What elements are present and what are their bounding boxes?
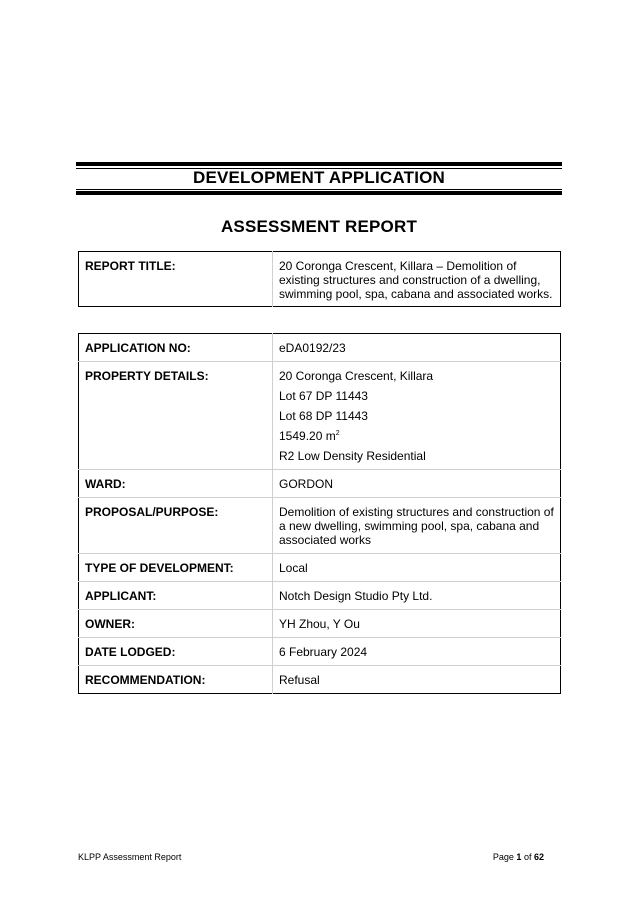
- owner-value: YH Zhou, Y Ou: [273, 610, 561, 638]
- application-no-value: eDA0192/23: [279, 341, 346, 355]
- proposal-value: Demolition of existing structures and construction of a new dwelling, swimming pool, spa, cabana and associated works: [273, 498, 561, 554]
- table-row: [79, 334, 561, 362]
- footer-report-name: KLPP Assessment Report: [78, 852, 182, 862]
- page-current: 1: [516, 852, 522, 862]
- property-lot-2: Lot 68 DP 11443: [279, 409, 368, 423]
- recommendation-value: Refusal: [273, 666, 561, 694]
- title-rule-bottom-thick: [76, 191, 562, 195]
- document-subtitle: ASSESSMENT REPORT: [220, 217, 418, 236]
- applicant-value: Notch Design Studio Pty Ltd.: [273, 582, 561, 610]
- title-rule-bottom-thin: [76, 189, 562, 190]
- application-details-table: [78, 333, 561, 694]
- report-title-label: REPORT TITLE:: [79, 252, 273, 307]
- property-lot-1: Lot 67 DP 11443: [279, 389, 368, 403]
- property-area-unit-superscript: 2: [335, 430, 340, 437]
- table-row: [79, 666, 561, 694]
- date-lodged-value: 6 February 2024: [273, 638, 561, 666]
- property-area-value: 1549.20 m: [279, 429, 336, 443]
- property-details-value: [273, 362, 561, 470]
- page-total: 62: [533, 852, 544, 862]
- property-address: 20 Coronga Crescent, Killara: [279, 369, 434, 383]
- table-row: [79, 470, 561, 498]
- report-title-table: [78, 251, 561, 307]
- report-title-value: 20 Coronga Crescent, Killara – Demolition of existing structures and construction of a dwelling, swimming pool, spa, cabana and associated works.: [279, 259, 553, 301]
- table-row: [79, 638, 561, 666]
- ward-value: GORDON: [273, 470, 561, 498]
- date-lodged-label: DATE LODGED:: [79, 638, 273, 666]
- title-rule-top-thick: [76, 162, 562, 166]
- proposal-label: PROPOSAL/PURPOSE:: [79, 498, 273, 554]
- application-no-label: APPLICATION NO:: [79, 334, 273, 362]
- owner-label: OWNER:: [79, 610, 273, 638]
- table-row: [79, 610, 561, 638]
- property-zoning: R2 Low Density Residential: [279, 449, 426, 463]
- recommendation-label: RECOMMENDATION:: [79, 666, 273, 694]
- page-of: of: [523, 852, 532, 862]
- type-of-development-label: TYPE OF DEVELOPMENT:: [79, 554, 273, 582]
- footer-page-number: [493, 852, 544, 862]
- page-prefix: Page: [492, 852, 514, 862]
- table-row: [79, 252, 561, 307]
- document-title: DEVELOPMENT APPLICATION: [192, 168, 446, 187]
- table-row: [79, 554, 561, 582]
- table-row: [79, 362, 561, 470]
- property-area: [279, 429, 554, 443]
- table-row: [79, 582, 561, 610]
- ward-label: WARD:: [79, 470, 273, 498]
- property-details-label: PROPERTY DETAILS:: [79, 362, 273, 470]
- table-row: [79, 498, 561, 554]
- type-of-development-value: Local: [273, 554, 561, 582]
- applicant-label: APPLICANT:: [79, 582, 273, 610]
